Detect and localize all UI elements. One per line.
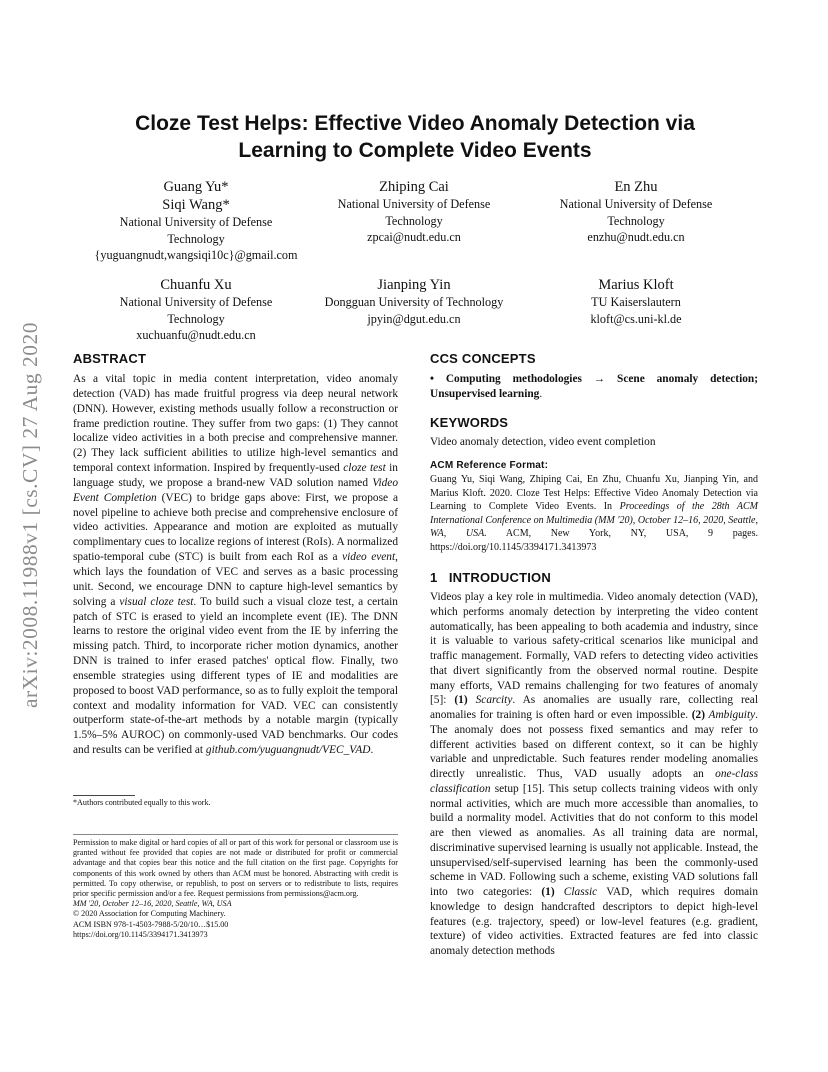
abstract-text (73, 372, 398, 758)
intro-emphasis: Classic (554, 886, 598, 898)
author-name: En Zhu (614, 179, 658, 195)
author-affiliation: National University of Defense (337, 197, 491, 211)
author-affiliation: TU Kaiserslautern (591, 295, 681, 309)
intro-run: . The anomaly does not possess fixed semantics and may refer to different activities based on different context, so it can be highly variable and unpredictable. Such features render modeling anomalies directly unrealistic. Thus, VAD usually adopts an (430, 709, 758, 780)
abstract-run: . (370, 744, 374, 757)
title-line-2: Learning to Complete Video Events (238, 139, 592, 162)
introduction-heading: 1 INTRODUCTION (430, 570, 551, 585)
author-name: Zhiping Cai (379, 179, 449, 195)
ccs-period: . (539, 387, 543, 400)
acm-reference-run: Guang Yu, Siqi Wang, Zhiping Cai, En Zhu, Chuanfu Xu, Jianping Yin, and Marius Kloft. 2020. Cloze Test Helps: Effective Video Anomaly Detection via Learning to Complete Video Events. In (430, 474, 758, 513)
author-email: enzhu@nudt.edu.cn (587, 230, 685, 244)
author-email: xuchuanfu@nudt.edu.cn (136, 328, 256, 342)
intro-bold: (2) (691, 709, 706, 721)
intro-bold: (1) (454, 694, 468, 707)
author-affiliation: National University of Defense (119, 215, 273, 229)
abstract-heading: ABSTRACT (73, 351, 147, 366)
arxiv-identifier-stamp: arXiv:2008.11988v1 [cs.CV] 27 Aug 2020 (18, 321, 42, 709)
author-block-cai (314, 178, 514, 246)
author-affiliation: National University of Defense (119, 295, 273, 309)
code-repository-link[interactable]: github.com/yuguangnudt/VEC_VAD (205, 744, 371, 757)
ccs-concepts-text (430, 372, 758, 402)
intro-run: setup [15]. This setup collects training videos with only normal activities, which are much more accessible than anomalies, to build a normality model. Activities that do not conform to this model are then viewed as anomalies. As all training data are normal, discriminative supervised learning is usually not applicable. Instead, the unsupervised/self-supervised learning has been the commonly-used scheme in VAD. Following such a scheme, existing VAD solutions fall into two categories: (430, 782, 758, 898)
author-email: zpcai@nudt.edu.cn (367, 230, 461, 244)
abstract-emphasis: cloze test (343, 462, 386, 475)
permission-notice: Permission to make digital or hard copies of all or part of this work for personal or classroom use is granted without fee provided that copies are not made or distributed for profit or commercial advantage and that copies bear this notice and the full citation on the first page. Copyrights for components of this work owned by others than ACM must be honored. Abstracting with credit is permitted. To copy otherwise, or republish, to post on servers or to redistribute to lists, requires prior specific permission and/or a fee. Request permissions from permissions@acm.org. (73, 838, 398, 899)
intro-emphasis: Scarcity (467, 694, 513, 707)
author-block-xu (96, 276, 296, 344)
abstract-run: As a vital topic in media content interpretation, video anomaly detection (VAD) has made fruitful progress via deep neural network (DNN). However, existing methods usually follow a reconstruction or frame prediction routine. They suffer from two gaps: (1) They cannot localize video activities in a both precise and comprehensive manner. (2) They lack sufficient abilities to utilize high-level semantics and temporal context information. Inspired by frequently-used (73, 373, 398, 475)
keywords-heading: KEYWORDS (430, 415, 509, 430)
author-email: jpyin@dgut.edu.cn (367, 311, 461, 326)
intro-bold: (1) (541, 886, 555, 898)
conference-line: MM '20, October 12–16, 2020, Seattle, WA, USA (73, 899, 232, 909)
ccs-concept-item: ; Unsupervised learning (430, 373, 758, 400)
title-line-1: Cloze Test Helps: Effective Video Anomaly Detection via (135, 112, 695, 135)
intro-run: VAD, which requires domain knowledge to design handcrafted descriptors to depict high-level features (e.g. trajectory, speed) or low-level features (e.g. gradient, texture) of video activities. Extracted features are fed into classic anomaly detection methods (430, 886, 759, 957)
author-block-yu-wang (76, 178, 316, 264)
author-block-zhu (536, 178, 736, 246)
author-name: Siqi Wang* (162, 197, 230, 213)
author-affiliation: National University of Defense (559, 197, 713, 211)
intro-emphasis: Ambiguity (705, 709, 756, 721)
copyright-line: © 2020 Association for Computing Machinery. (73, 909, 226, 919)
author-affiliation: Technology (385, 213, 443, 228)
acm-reference-run: ACM, New York, NY, USA, 9 pages. https://doi.org/10.1145/3394171.3413973 (430, 528, 758, 553)
abstract-emphasis: video event (342, 551, 396, 564)
author-name: Guang Yu* (163, 179, 229, 195)
intro-run: Videos play a key role in multimedia. Video anomaly detection (VAD), which performs anomaly detection by interpreting the video content automatically, has been appealing to both academia and industry, since it is valuable to various safety-critical scenarios like municipal and traffic management. Formally, VAD refers to detecting video activities that divert significantly from the observed normal routine. Despite many efforts, VAD remains challenging for two features of anomaly [5]: (430, 591, 758, 707)
author-email: kloft@cs.uni-kl.de (590, 311, 682, 326)
footnote-rule (73, 795, 135, 796)
abstract-emphasis: Video Event Completion (73, 476, 398, 504)
keywords-text: Video anomaly detection, video event completion (430, 436, 656, 448)
intro-run: . As anomalies are usually rare, collecting real anomalies for training is often hard or even impossible. (430, 694, 758, 721)
abstract-run: . To build such a visual cloze test, a certain patch of STC is erased to yield an incomplete event (IE). The DNN learns to restore the original video event from the IE by inferring the missing patch. Third, to incorporate richer motion dynamics, another DNN is trained to infer erased patches' optical flow. Finally, two ensemble strategies using different types of IE and modalities are proposed to boost VAD performance, so as to fully exploit the temporal context and modality information for VAD. VEC can consistently outperform state-of-the-art methods by a notable margin (typically 1.5%–5% AUROC) on commonly-used VAD benchmarks. Our codes and results can be verified at (73, 595, 398, 757)
author-name: Chuanfu Xu (160, 277, 232, 293)
author-affiliation: Dongguan University of Technology (324, 295, 504, 309)
author-block-yin (304, 276, 524, 327)
abstract-run: (VEC) to bridge gaps above: First, we propose a novel pipeline to achieve both precise and comprehensive enclosure of video activities. Appearance and motion are exploited as mutually complimentary cues to localize regions of interest (RoIs). A normalized spatio-temporal cube (STC) is built from each RoI as a (73, 491, 398, 564)
intro-emphasis: one-class classification (430, 768, 758, 795)
abstract-run: in language study, we propose a brand-new VAD solution named (73, 462, 398, 489)
author-name: Jianping Yin (377, 277, 451, 293)
acm-reference-heading: ACM Reference Format: (430, 460, 549, 471)
abstract-run: , which lays the foundation of VEC and serves as a basic processing unit. Second, we encourage DNN to capture high-level semantics by solving a (73, 551, 398, 608)
author-affiliation: Technology (167, 311, 225, 326)
author-affiliation: Technology (167, 231, 225, 246)
introduction-text (430, 590, 758, 959)
author-affiliation: Technology (607, 213, 665, 228)
author-block-kloft (536, 276, 736, 327)
author-name: Marius Kloft (598, 277, 674, 293)
abstract-emphasis: visual cloze test (119, 595, 194, 608)
ccs-concepts-heading: CCS CONCEPTS (430, 351, 536, 366)
isbn-line: ACM ISBN 978-1-4503-7988-5/20/10…$15.00 (73, 919, 229, 929)
ccs-concept-item: • Computing methodologies → Scene anomaly detection (430, 373, 755, 385)
acm-reference-text (430, 473, 758, 555)
paper-title (90, 110, 740, 164)
permission-rule (73, 834, 398, 835)
equal-contribution-footnote: *Authors contributed equally to this work. (73, 798, 211, 807)
doi-link[interactable]: https://doi.org/10.1145/3394171.3413973 (73, 929, 208, 939)
author-email: {yuguangnudt,wangsiqi10c}@gmail.com (94, 248, 298, 262)
permission-block (73, 838, 398, 940)
acm-reference-venue: Proceedings of the 28th ACM International Conference on Multimedia (MM '20), October 12–16, 2020, Seattle, WA, USA. (430, 501, 758, 540)
